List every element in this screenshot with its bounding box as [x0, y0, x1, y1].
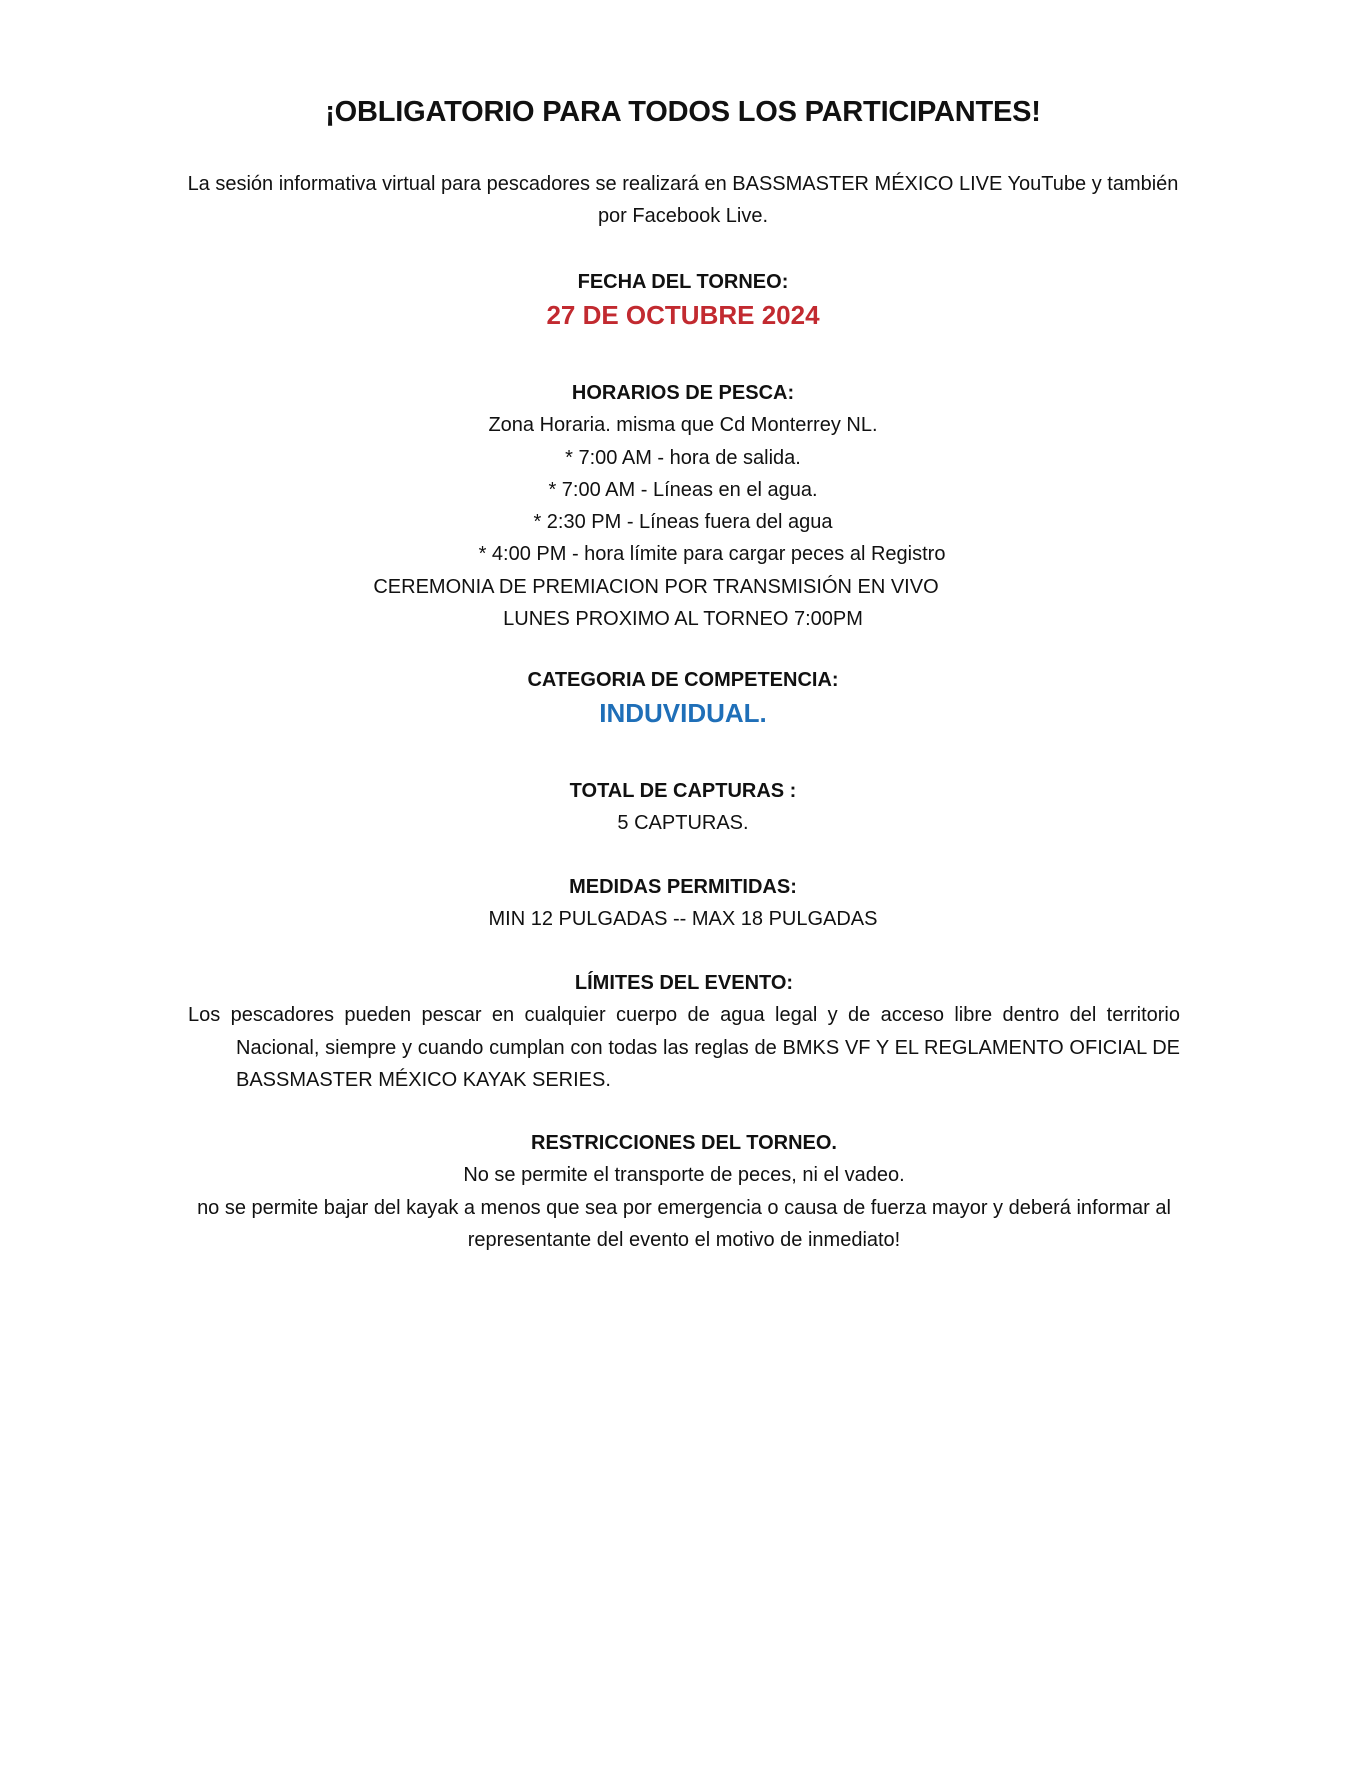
medidas-heading: MEDIDAS PERMITIDAS:	[569, 876, 797, 898]
restricciones-section	[188, 1127, 1180, 1256]
categoria-heading: CATEGORIA DE COMPETENCIA:	[527, 669, 839, 691]
capturas-value: 5 CAPTURAS.	[617, 812, 749, 835]
horarios-line: * 4:00 PM - hora límite para cargar peces al Registro	[478, 543, 946, 566]
horarios-line: CEREMONIA DE PREMIACION POR TRANSMISIÓN EN VIVO	[373, 575, 939, 598]
fecha-section	[186, 266, 1180, 332]
categoria-value: INDUVIDUAL.	[599, 698, 767, 729]
restricciones-line: no se permite bajar del kayak a menos que sea por emergencia o causa de fuerza mayor y deberá informar al representante del evento el motivo de inmediato!	[197, 1196, 1171, 1251]
intro-section	[183, 168, 1183, 233]
limites-body: Los pescadores pueden pescar en cualquier cuerpo de agua legal y de acceso libre dentro del territorio Nacional, siempre y cuando cumplan con todas las reglas de BMKS VF Y EL REGLAMENTO OFICIAL DE BASSMASTER MÉXICO KAYAK SERIES.	[188, 1004, 1180, 1091]
categoria-section	[186, 664, 1180, 730]
horarios-line: LUNES PROXIMO AL TORNEO 7:00PM	[503, 608, 863, 631]
restricciones-line: No se permite el transporte de peces, ni el vadeo.	[463, 1164, 905, 1187]
fecha-heading: FECHA DEL TORNEO:	[577, 271, 789, 293]
horarios-section	[186, 377, 1180, 635]
limites-heading: LÍMITES DEL EVENTO:	[574, 972, 794, 994]
fecha-value: 27 DE OCTUBRE 2024	[546, 300, 820, 331]
document-title: ¡OBLIGATORIO PARA TODOS LOS PARTICIPANTES!	[325, 96, 1041, 128]
capturas-heading: TOTAL DE CAPTURAS :	[569, 780, 797, 802]
horarios-heading: HORARIOS DE PESCA:	[571, 382, 795, 404]
horarios-line: * 7:00 AM - Líneas en el agua.	[548, 478, 818, 501]
horarios-line: * 7:00 AM - hora de salida.	[565, 446, 801, 469]
limites-section	[188, 967, 1180, 1096]
horarios-line: Zona Horaria. misma que Cd Monterrey NL.	[488, 414, 878, 437]
horarios-line: * 2:30 PM - Líneas fuera del agua	[533, 511, 833, 534]
intro-paragraph: La sesión informativa virtual para pescadores se realizará en BASSMASTER MÉXICO LIVE YouTube y también por Facebook Live.	[187, 173, 1179, 228]
restricciones-heading: RESTRICCIONES DEL TORNEO.	[531, 1132, 837, 1154]
medidas-section	[186, 871, 1180, 936]
medidas-value: MIN 12 PULGADAS -- MAX 18 PULGADAS	[488, 908, 878, 931]
capturas-section	[186, 775, 1180, 840]
